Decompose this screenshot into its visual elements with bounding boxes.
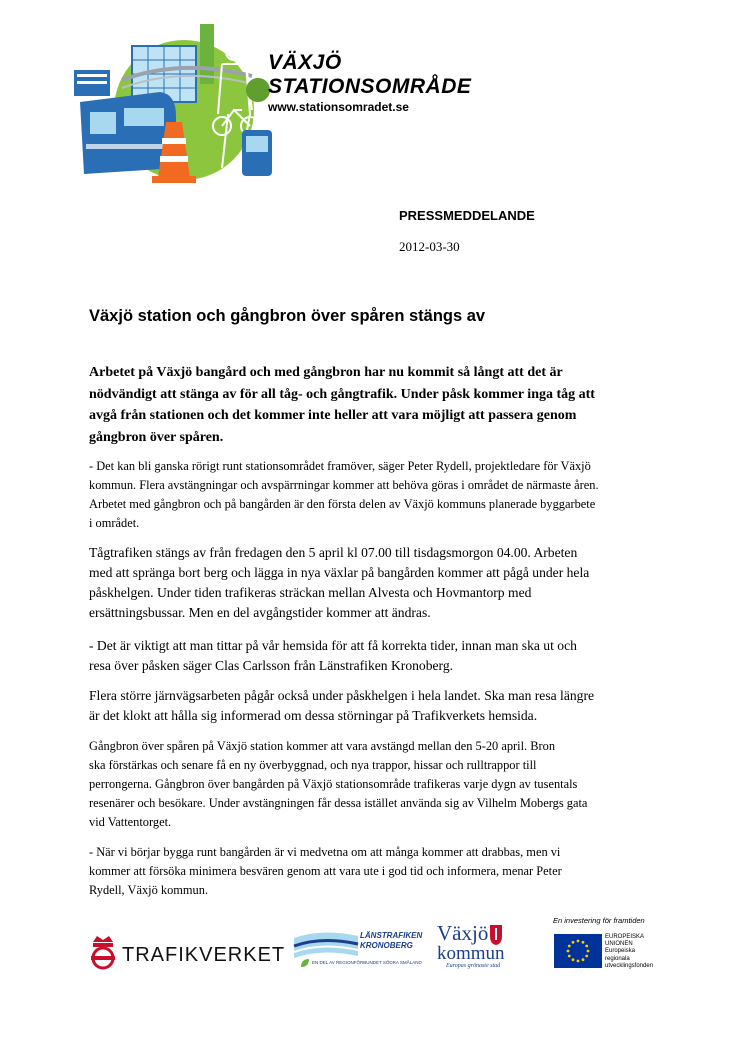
document-date: 2012-03-30 — [399, 239, 460, 254]
eu-text-line: UNIONEN — [605, 941, 633, 948]
eu-tagline: En investering för framtiden — [553, 916, 645, 925]
line: Rydell, Växjö kommun. — [89, 883, 209, 897]
eu-flag-icon — [554, 934, 602, 968]
lanstrafiken-subtitle: EN DEL AV REGIONFÖRBUNDET SÖDRA SMÅLAND — [312, 960, 422, 965]
line: kommun. Flera avstängningar och avspärrningar kommer att behöva göras i området de närmaste åren. — [89, 478, 599, 492]
line: ska förstärkas och senare få en ny överbyggnad, och nya trappor, hissar och rulltrappor till — [89, 758, 537, 772]
logo-url[interactable]: www.stationsomradet.se — [268, 100, 409, 114]
eu-text-line: Europeiska — [605, 948, 636, 955]
line: - När vi börjar bygga runt bangården är vi medvetna om att många kommer att drabbas, men vi — [89, 845, 561, 859]
line: i området. — [89, 516, 140, 530]
paragraph-1 — [89, 457, 679, 533]
tower-icon — [200, 24, 214, 84]
line: nödvändigt att stänga av för all tåg- och gångtrafik. Under påsk kommer inga tåg att — [89, 386, 595, 402]
lanstrafiken-logo-line2: KRONOBERG — [360, 941, 413, 950]
line: perrongerna. Gångbron över bangården på Växjö stationsområde trafikeras varje dygn av tusentals — [89, 777, 578, 791]
vaxjo-kommun-tagline: Europas grönaste stad — [446, 963, 501, 969]
line: vid Vattentorget. — [89, 815, 172, 829]
logo-title-line2: STATIONSOMRÅDE — [268, 75, 472, 98]
line: påskhelgen. Under tiden trafikeras sträckan mellan Alvesta och Hovmantorp med — [89, 585, 532, 600]
line: Flera större järnvägsarbeten pågår också under påskhelgen i hela landet. Ska man resa längre — [89, 688, 595, 703]
trafikverket-logo-text: TRAFIKVERKET — [122, 944, 286, 966]
eu-text-block — [605, 934, 653, 970]
paragraph-6 — [89, 843, 679, 900]
trafikverket-crown-icon — [88, 934, 118, 970]
logo-title-line1: VÄXJÖ — [268, 51, 342, 74]
line: avgå från stationen och det kommer inte heller att vara möjligt att passera genom — [89, 408, 577, 423]
line: Arbetet på Växjö bangård och med gångbron har nu kommit så långt att det är — [89, 365, 563, 380]
line: är det klokt att hålla sig informerad om dessa störningar på Trafikverkets hemsida. — [89, 708, 538, 723]
paragraph-2 — [89, 543, 669, 623]
line: resenärer och besökare. Under avstängningen får dessa istället använda sig av Vilhelm Mobergs gata — [89, 796, 588, 810]
stationsomrade-logo-graphic — [72, 18, 272, 190]
tree-icon — [246, 78, 270, 102]
paragraph-5 — [89, 737, 679, 832]
document-label: PRESSMEDDELANDE — [399, 208, 535, 223]
eu-text-line: regionala — [605, 955, 630, 962]
lanstrafiken-logo-line1: LÄNSTRAFIKEN — [360, 931, 423, 940]
intro-paragraph — [89, 362, 679, 448]
line: Arbetet med gångbron och på bangården är den första delen av Växjö kommuns planerade byggarbete — [89, 497, 596, 511]
headline: Växjö station och gångbron över spåren stängs av — [89, 307, 486, 325]
line: - Det är viktigt att man tittar på vår hemsida för att få korrekta tider, innan man ska ut och — [89, 638, 577, 653]
line: Gångbron över spåren på Växjö station kommer att vara avstängd mellan den 5-20 april. Bron — [89, 739, 556, 753]
line: ersättningsbussar. Men en del avgångstider kommer att ändras. — [89, 605, 431, 620]
vaxjo-kommun-logo-line1: Växjö — [437, 921, 489, 945]
line: Tågtrafiken stängs av från fredagen den 5 april kl 07.00 till tisdagsmorgon 04.00. Arbeten — [89, 545, 578, 560]
line: gångbron över spåren. — [89, 429, 224, 445]
line: - Det kan bli ganska rörigt runt stationsområdet framöver, säger Peter Rydell, projektledare för Växjö — [89, 459, 591, 473]
leaf-icon — [300, 958, 310, 968]
paragraph-4 — [89, 686, 669, 726]
line: kommer att försöka minimera besvären genom att vara ute i god tid och informera, menar Peter — [89, 864, 562, 878]
vaxjo-kommun-logo-line2: kommun — [437, 943, 505, 964]
eu-text-line: EUROPEISKA — [605, 934, 645, 940]
eu-text-line: utvecklingsfonden — [605, 962, 654, 969]
line: resa över påsken säger Clas Carlsson från Länstrafiken Kronoberg. — [89, 658, 454, 673]
line: med att spränga bort berg och lägga in nya växlar på bangården kommer att pågå under hela — [89, 565, 590, 580]
paragraph-3 — [89, 636, 669, 676]
